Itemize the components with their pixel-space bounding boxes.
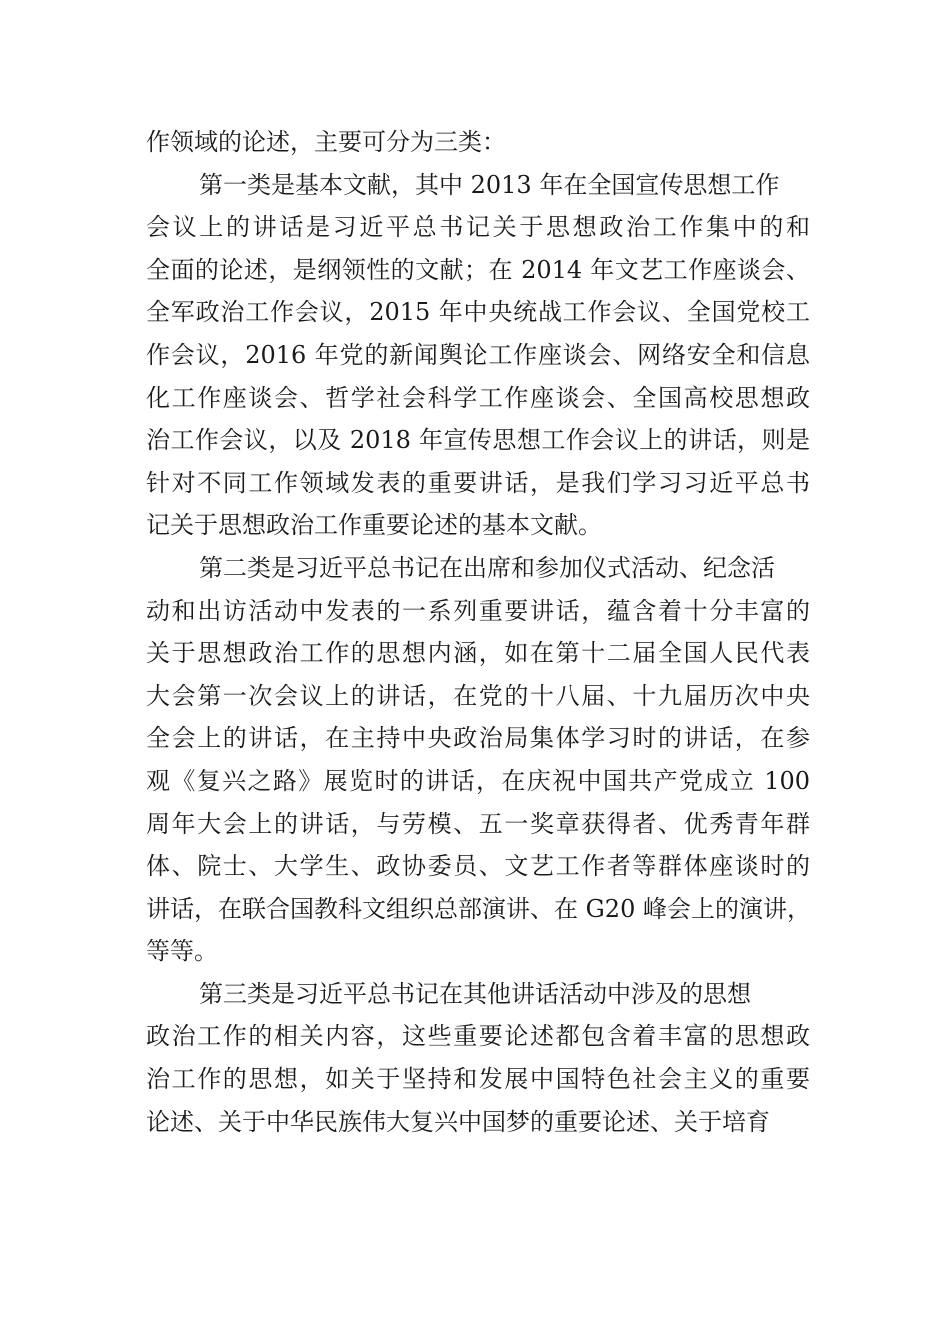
text-line: 第一类是基本文献，其中 2013 年在全国宣传思想工作 — [199, 170, 780, 199]
paragraph-first-category — [146, 164, 810, 547]
text-line: 第三类是习近平总书记在其他讲话活动中涉及的思想 — [199, 979, 751, 1008]
text-line: 关于思想政治工作的思想内涵，如在第十二届全国人民代表 — [146, 639, 810, 668]
paragraph-second-category — [146, 547, 810, 973]
text-line: 第二类是习近平总书记在出席和参加仪式活动、纪念活 — [199, 553, 775, 582]
text-line: 全军政治工作会议，2015 年中央统战工作会议、全国党校工 — [146, 298, 810, 327]
paragraph-third-category — [146, 973, 810, 1143]
text-line: 作领域的论述，主要可分为三类： — [146, 128, 506, 156]
text-line: 化工作座谈会、哲学社会科学工作座谈会、全国高校思想政 — [146, 383, 810, 412]
text-line: 大会第一次会议上的讲话，在党的十八届、十九届历次中央 — [146, 681, 810, 710]
text-line: 政治工作的相关内容，这些重要论述都包含着丰富的思想政 — [146, 1022, 810, 1051]
text-line: 等等。 — [146, 937, 218, 966]
text-line: 讲话，在联合国教科文组织总部演讲、在 G20 峰会上的演讲， — [146, 894, 811, 923]
text-line: 论述、关于中华民族伟大复兴中国梦的重要论述、关于培育 — [146, 1107, 770, 1136]
text-line: 体、院士、大学生、政协委员、文艺工作者等群体座谈时的 — [146, 852, 810, 881]
text-line: 全面的论述，是纲领性的文献；在 2014 年文艺工作座谈会、 — [146, 255, 810, 284]
text-line: 会议上的讲话是习近平总书记关于思想政治工作集中的和 — [146, 213, 810, 242]
body-text — [146, 121, 810, 1143]
text-line: 作会议，2016 年党的新闻舆论工作座谈会、网络安全和信息 — [146, 340, 810, 369]
paragraph-continuation — [146, 121, 810, 164]
text-line: 治工作会议，以及 2018 年宣传思想工作会议上的讲话，则是 — [146, 426, 810, 455]
text-line: 治工作的思想，如关于坚持和发展中国特色社会主义的重要 — [146, 1065, 810, 1094]
text-line: 全会上的讲话，在主持中央政治局集体学习时的讲话，在参 — [146, 724, 810, 753]
text-line: 观《复兴之路》展览时的讲话，在庆祝中国共产党成立 100 — [146, 766, 810, 795]
text-line: 针对不同工作领域发表的重要讲话，是我们学习习近平总书 — [146, 468, 810, 497]
text-line: 周年大会上的讲话，与劳模、五一奖章获得者、优秀青年群 — [146, 809, 810, 838]
text-line: 动和出访活动中发表的一系列重要讲话，蕴含着十分丰富的 — [146, 596, 810, 625]
text-line: 记关于思想政治工作重要论述的基本文献。 — [146, 511, 602, 540]
